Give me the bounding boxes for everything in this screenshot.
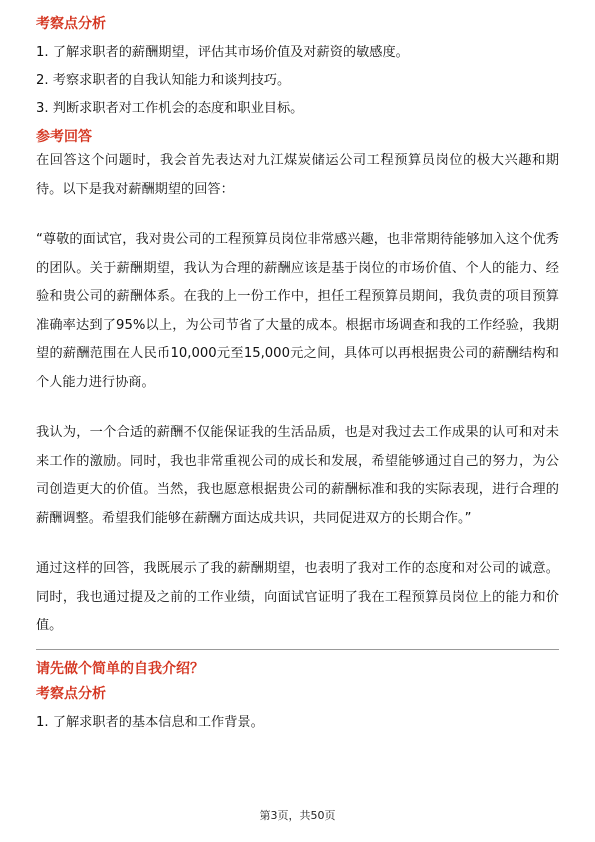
answer-intro-paragraph: 在回答这个问题时，我会首先表达对九江煤炭储运公司工程预算员岗位的极大兴趣和期待。以下是我对薪酬期望的回答： (36, 153, 559, 197)
spacer (36, 204, 559, 226)
list-item: 2. 考察求职者的自我认知能力和谈判技巧。 (36, 73, 291, 88)
page-content (36, 14, 559, 737)
list-item: 3. 判断求职者对工作机会的态度和职业目标。 (36, 101, 304, 116)
section-heading-analysis: 考察点分析 (36, 16, 106, 32)
answer-quote-paragraph-1: “尊敬的面试官，我对贵公司的工程预算员岗位非常感兴趣，也非常期待能够加入这个优秀的团队。关于薪酬期望，我认为合理的薪酬应该是基于岗位的市场价值、个人的能力、经验和贵公司的薪酬体系。在我的上一份工作中，担任工程预算员期间，我负责的项目预算准确率达到了95%以上，为公司节省了大量的成本。根据市场调查和我的工作经验，我期望的薪酬范围在人民币10,000元至15,000元之间，具体可以再根据贵公司的薪酬结构和个人能力进行协商。 (36, 232, 559, 390)
section-divider (36, 649, 559, 650)
section-heading-analysis-next: 考察点分析 (36, 685, 106, 702)
section-heading-reference-answer: 参考回答 (36, 129, 92, 145)
next-question-title: 请先做个简单的自我介绍？ (36, 660, 204, 677)
page-number-footer: 第3页，共50页 (259, 809, 336, 822)
spacer (36, 533, 559, 555)
list-item: 1. 了解求职者的薪酬期望，评估其市场价值及对薪资的敏感度。 (36, 45, 409, 60)
list-item: 1. 了解求职者的基本信息和工作背景。 (36, 714, 264, 730)
answer-quote-paragraph-2: 我认为，一个合适的薪酬不仅能保证我的生活品质，也是对我过去工作成果的认可和对未来工作的激励。同时，我也非常重视公司的成长和发展，希望能够通过自己的努力，为公司创造更大的价值。当然，我也愿意根据贵公司的薪酬标准和我的实际表现，进行合理的薪酬调整。希望我们能够在薪酬方面达成共识，共同促进双方的长期合作。” (36, 425, 559, 526)
answer-closing-paragraph: 通过这样的回答，我既展示了我的薪酬期望，也表明了我对工作的态度和对公司的诚意。同时，我也通过提及之前的工作业绩，向面试官证明了我在工程预算员岗位上的能力和价值。 (36, 561, 559, 633)
spacer (36, 397, 559, 419)
